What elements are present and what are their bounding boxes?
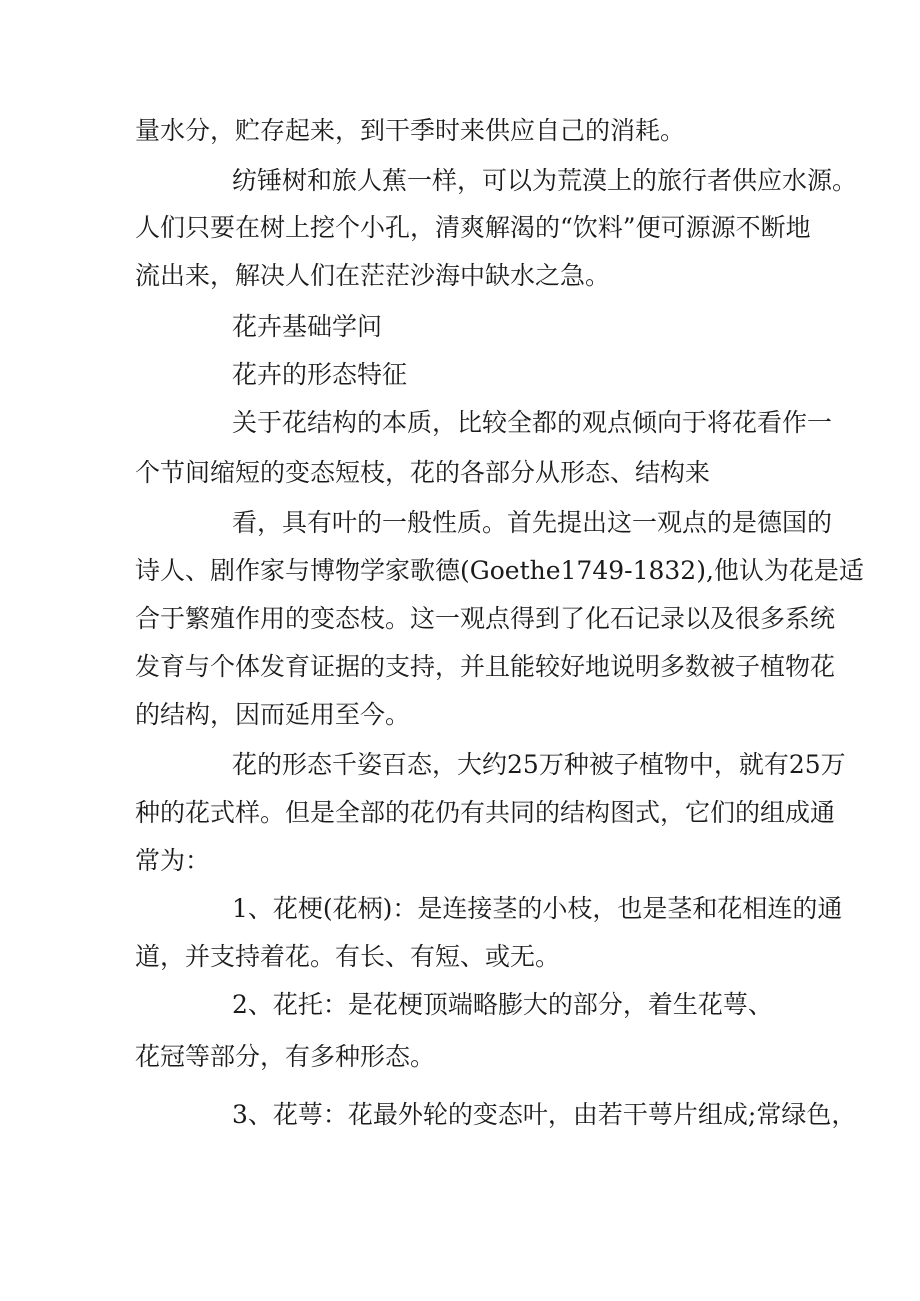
text-line: 量水分，贮存起来，到干季时来供应自己的消耗。 [135,116,686,145]
text-line: 诗人、剧作家与博物学家歌德(Goethe1749-1832),他认为花是适 [135,556,864,585]
list-item-text: 2、花托：是花梗顶端略膨大的部分，着生花萼、 [232,990,773,1019]
text-line: 种的花式样。但是全部的花仍有共同的结构图式，它们的组成通 [135,798,836,827]
list-item-text: 3、花萼：花最外轮的变态叶，由若干萼片组成;常绿色， [232,1100,857,1129]
text-line: 合于繁殖作用的变态枝。这一观点得到了化石记录以及很多系统 [135,604,836,633]
text-line: 个节间缩短的变态短枝，花的各部分从形态、结构来 [135,458,711,487]
list-item-text: 道，并支持着花。有长、有短、或无。 [135,942,561,971]
section-subheading: 花卉的形态特征 [232,360,408,389]
list-item-text: 花冠等部分，有多种形态。 [135,1042,436,1071]
text-line: 纺锤树和旅人蕉一样，可以为荒漠上的旅行者供应水源。 [232,166,858,195]
text-line: 的结构，因而延用至今。 [135,700,411,729]
text-line: 常为： [135,846,211,875]
text-line: 看，具有叶的一般性质。首先提出这一观点的是德国的 [232,508,833,537]
text-line: 关于花结构的本质，比较全都的观点倾向于将花看作一 [232,408,833,437]
text-line: 人们只要在树上挖个小孔，清爽解渴的“饮料”便可源源不断地 [135,213,811,242]
text-line: 流出来，解决人们在茫茫沙海中缺水之急。 [135,261,611,290]
section-heading: 花卉基础学问 [232,312,383,341]
text-line: 花的形态千姿百态，大约25万种被子植物中，就有25万 [232,750,846,779]
text-line: 发育与个体发育证据的支持，并且能较好地说明多数被子植物花 [135,652,836,681]
list-item-text: 1、花梗(花柄)：是连接茎的小枝，也是茎和花相连的通 [232,894,843,923]
